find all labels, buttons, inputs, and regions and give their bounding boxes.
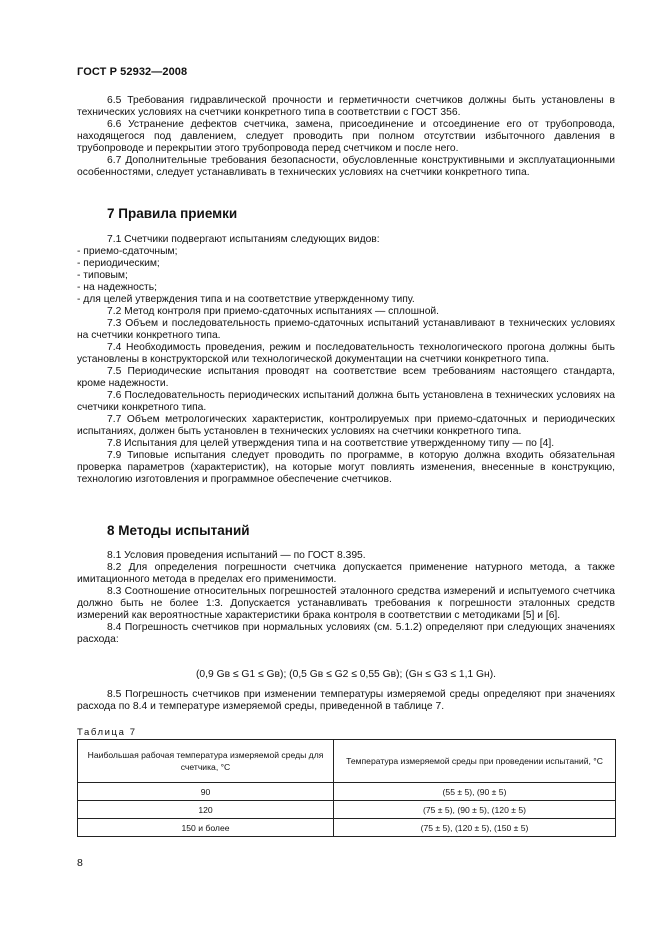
paragraph-8-1: 8.1 Условия проведения испытаний — по ГОСТ 8.395. [107,550,366,561]
paragraph-8-4: 8.4 Погрешность счетчиков при нормальных условиях (см. 5.1.2) определяют при следующих значениях расхода: [77,622,615,645]
paragraph-6-6: 6.6 Устранение дефектов счетчика, замена, присоединение и отсоединение его от трубопровода, находящегося под давлением, следует проводить при полном отсутствии избыточного давления в трубопроводе и перекрытии этого трубопровода перед счетчиком и после него. [77,119,615,154]
table-header-row [78,740,616,783]
paragraph-8-2: 8.2 Для определения погрешности счетчика допускается применение натурного метода, а также имитационного метода в пределах его применимости. [77,562,615,585]
list-item: - на надежность; [77,282,157,293]
table-header-max-temp: Наибольшая рабочая температура измеряемой среды для счетчика, °С [78,740,334,783]
page-number: 8 [77,857,83,869]
table-cell: (75 ± 5), (120 ± 5), (150 ± 5) [334,819,616,837]
paragraph-8-3: 8.3 Соотношение относительных погрешностей эталонного средства измерений и испытуемого счетчика должно быть не более 1:3. Допускается устанавливать требования к погрешности эталонных средств измерений как вероятностные характеристики брака контроля в соответствии с методиками [5] и [6]. [77,586,615,621]
table-cell: (55 ± 5), (90 ± 5) [334,783,616,801]
paragraph-7-4: 7.4 Необходимость проведения, режим и последовательность технологического прогона должны быть установлены в конструкторской или технологической документации на счетчики конкретного типа. [77,342,615,365]
document-header: ГОСТ Р 52932—2008 [77,66,188,78]
table-cell: 90 [78,783,334,801]
table-row [78,819,616,837]
section-7-body [77,234,615,486]
flow-rate-formula: (0,9 Gв ≤ G1 ≤ Gв); (0,5 Gв ≤ G2 ≤ 0,55 Gв); (Gн ≤ G3 ≤ 1,1 Gн). [195,669,497,680]
table-cell: 150 и более [78,819,334,837]
table-cell: (75 ± 5), (90 ± 5), (120 ± 5) [334,801,616,819]
paragraph-7-8: 7.8 Испытания для целей утверждения типа и на соответствие утвержденному типу — по [4]. [107,438,555,449]
paragraph-7-5: 7.5 Периодические испытания проводят на соответствие всем требованиям настоящего стандарта, кроме надежности. [77,366,615,389]
table-cell: 120 [78,801,334,819]
table-header-test-temp: Температура измеряемой среды при проведении испытаний, °С [334,740,616,783]
block-6-safety [77,95,615,179]
section-7-title: 7 Правила приемки [107,206,238,221]
table-row [78,801,616,819]
list-item: - периодическим; [77,258,160,269]
table-row [78,783,616,801]
section-8-title: 8 Методы испытаний [107,523,250,538]
paragraph-7-9: 7.9 Типовые испытания следует проводить по программе, в которую должна входить обязательная проверка параметров (характеристик), на которые могут повлиять изменения, внесенные в конструкцию, технологию изготовления и программное обеспечение счетчиков. [77,450,615,485]
paragraph-7-7: 7.7 Объем метрологических характеристик, контролируемых при приемо-сдаточных и периодических испытаниях, должен быть установлен в технических условиях на счетчики конкретного типа. [77,414,615,437]
list-item: - для целей утверждения типа и на соответствие утвержденному типу. [77,294,415,305]
paragraph-6-7: 6.7 Дополнительные требования безопасности, обусловленные конструктивными и эксплуатационными особенностями, следует устанавливать в технических условиях на счетчики конкретного типа. [77,155,615,178]
paragraph-6-5: 6.5 Требования гидравлической прочности и герметичности счетчиков должны быть установлены в технических условиях на счетчики конкретного типа в соответствии с ГОСТ 356. [77,95,615,118]
paragraph-7-1: 7.1 Счетчики подвергают испытаниям следующих видов: [107,234,380,245]
paragraph-8-5: 8.5 Погрешность счетчиков при изменении температуры измеряемой среды определяют при значениях расхода по 8.4 и температуре измеряемой среды, приведенной в таблице 7. [77,689,615,712]
table-7 [77,739,616,837]
paragraph-7-3: 7.3 Объем и последовательность приемо-сдаточных испытаний устанавливают в технических условиях на счетчики конкретного типа. [77,318,615,341]
paragraph-8-5-block [77,689,615,713]
list-item: - приемо-сдаточным; [77,246,178,257]
section-8-body [77,550,615,646]
paragraph-7-2: 7.2 Метод контроля при приемо-сдаточных испытаниях — сплошной. [107,306,440,317]
table-7-caption: Таблица 7 [77,727,137,738]
list-item: - типовым; [77,270,128,281]
paragraph-7-6: 7.6 Последовательность периодических испытаний должна быть установлена в технических условиях на счетчики конкретного типа. [77,390,615,413]
